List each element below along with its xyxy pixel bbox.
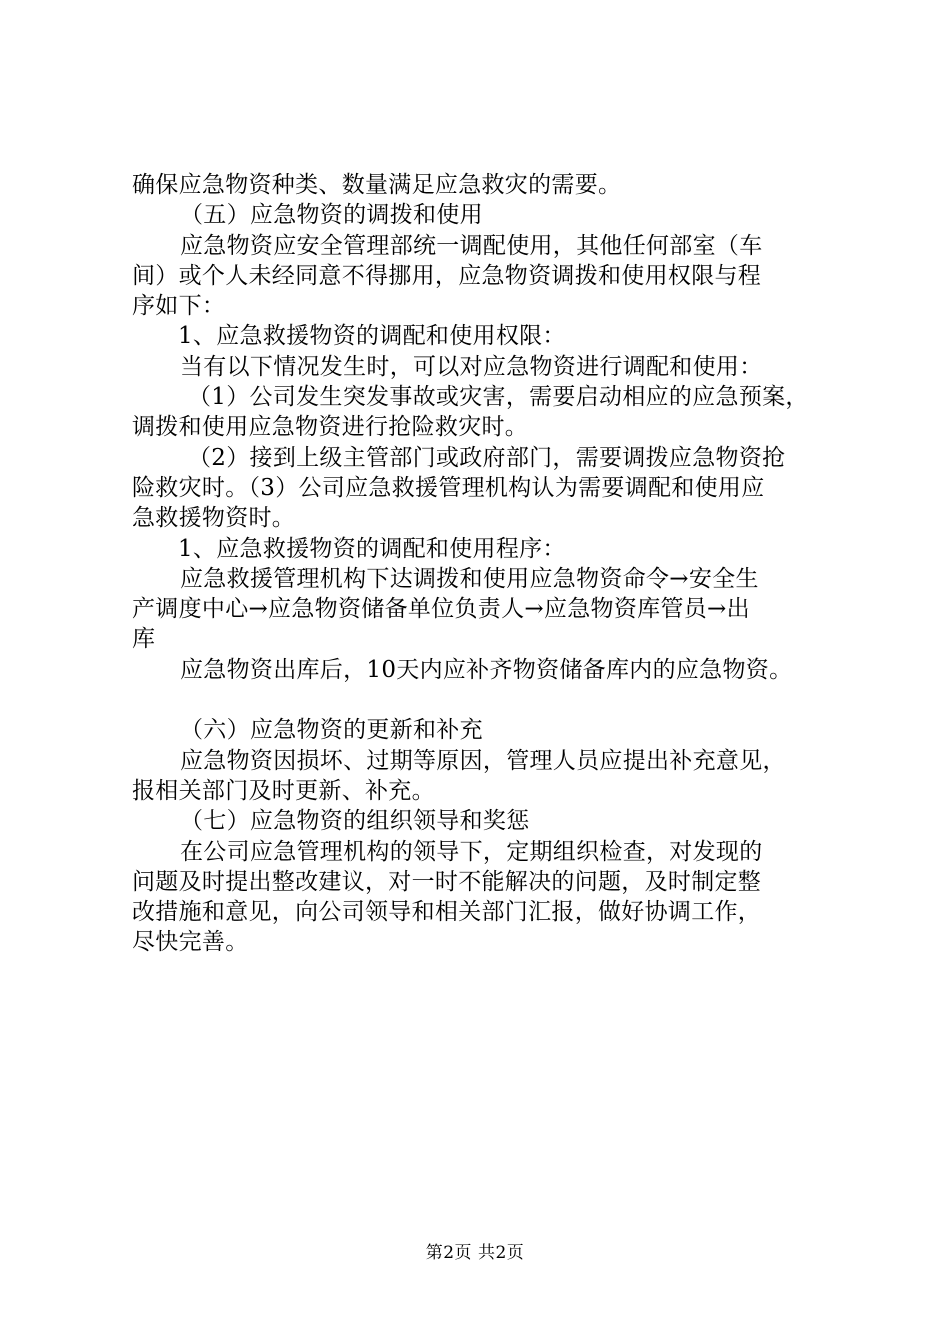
text-line: （1）公司发生突发事故或灾害，需要启动相应的应急预案，: [188, 384, 809, 411]
text-line: 问题及时提出整改建议，对一时不能解决的问题，及时制定整: [132, 868, 762, 895]
section-heading: （六）应急物资的更新和补充: [180, 717, 483, 744]
text-line: （2）接到上级主管部门或政府部门，需要调拨应急物资抢: [188, 444, 786, 471]
text-line: 应急物资出库后，10天内应补齐物资储备库内的应急物资。: [180, 656, 793, 683]
text-line: 库: [132, 626, 156, 653]
text-line: 序如下：: [132, 293, 226, 320]
text-line: 产调度中心→应急物资储备单位负责人→应急物资库管员→出: [132, 596, 750, 623]
text-line: 险救灾时。（3）公司应急救援管理机构认为需要调配和使用应: [132, 474, 765, 501]
text-line: 应急物资因损坏、过期等原因，管理人员应提出补充意见，: [180, 747, 786, 774]
text-line: 报相关部门及时更新、补充。: [132, 777, 435, 804]
text-line: 确保应急物资种类、数量满足应急救灾的需要。: [132, 172, 622, 198]
section-heading: （七）应急物资的组织领导和奖惩: [180, 808, 530, 835]
text-line: 急救援物资时。: [132, 505, 296, 532]
text-line: 改措施和意见，向公司领导和相关部门汇报，做好协调工作，: [132, 899, 762, 926]
text-line: 在公司应急管理机构的领导下，定期组织检查，对发现的: [180, 838, 763, 865]
paragraph-gap: [132, 685, 842, 715]
text-line: 当有以下情况发生时，可以对应急物资进行调配和使用：: [180, 353, 763, 380]
subsection-heading: 1、应急救援物资的调配和使用权限：: [178, 323, 566, 350]
text-line: 应急物资应安全管理部统一调配使用，其他任何部室（车: [180, 232, 763, 259]
text-line: 间）或个人未经同意不得挪用，应急物资调拨和使用权限与程: [132, 262, 762, 289]
page-number-footer: 第2页 共2页: [425, 1243, 525, 1263]
text-line: 尽快完善。: [132, 929, 249, 956]
document-body: [132, 170, 842, 958]
text-line: 调拨和使用应急物资进行抢险救灾时。: [132, 414, 529, 441]
subsection-heading: 1、应急救援物资的调配和使用程序：: [178, 535, 566, 562]
text-line: 应急救援管理机构下达调拨和使用应急物资命令→安全生: [180, 565, 759, 592]
section-heading: （五）应急物资的调拨和使用: [180, 202, 483, 229]
